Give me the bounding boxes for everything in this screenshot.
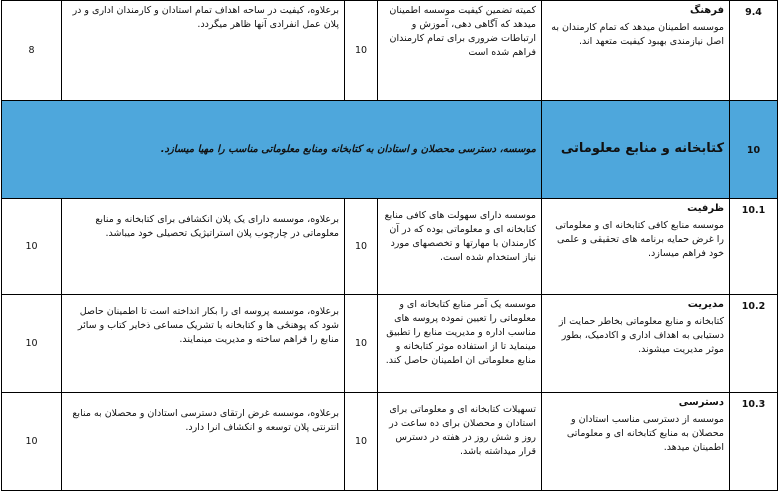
criterion-code: 10.2	[730, 295, 778, 393]
criterion-title: فرهنگ	[689, 5, 724, 16]
standards-table	[1, 0, 778, 491]
evidence-cell: برعلاوه، موسسه غرض ارتقای دسترسی استادان و محصلان به منابع انترنتی پلان توسعه و انکشاف انرا دارد.	[62, 393, 345, 491]
score-cell: 10	[2, 295, 62, 393]
criterion-description: موسسه اطمینان میدهد که تمام کارمندان به اصل نیازمندی بهبود کیفیت متعهد اند.	[551, 22, 724, 47]
criterion-title: ظرفیت	[687, 203, 724, 214]
score-cell: 10	[345, 1, 378, 101]
criterion-title: دسترسی	[678, 397, 724, 408]
table-row	[2, 295, 778, 393]
criterion-code: 10.1	[730, 199, 778, 295]
criterion-code: 9.4	[730, 1, 778, 101]
criterion-cell	[542, 199, 730, 295]
section-title: کتابخانه و منابع معلوماتی	[560, 141, 724, 156]
section-title-cell	[542, 101, 730, 199]
section-band	[2, 101, 778, 199]
criterion-description: موسسه از دسترسی مناسب استادان و محصلان به منابع کتابخانه ای و معلوماتی اطمینان میدهد.	[566, 414, 724, 453]
criterion-description: کتابخانه و منابع معلوماتی بخاطر حمایت از دستیابی به اهداف اداری و اکادمیک، بطور موثر مدیریت میشوند.	[558, 316, 724, 355]
section-text: موسسه، دسترسی محصلان و استادان به کتابخانه ومنابع معلوماتی مناسب را مهیا میسازد.	[160, 143, 536, 155]
table-row	[2, 393, 778, 491]
table-row	[2, 199, 778, 295]
score-cell: 10	[345, 199, 378, 295]
standard-cell: موسسه دارای سهولت های کافی منابع کتابخانه ای و معلوماتی بوده که در آن کارمندان با مهارتها و تخصصهای مورد نیاز استخدام شده است.	[378, 199, 542, 295]
table-row	[2, 1, 778, 101]
evidence-cell: برعلاوه، موسسه دارای یک پلان انکشافی برای کتابخانه و منابع معلوماتی در چارچوب پلان استراتیژیک تحصیلی خود میباشد.	[62, 199, 345, 295]
evidence-cell: برعلاوه، کیفیت در ساحه اهداف تمام استادان و کارمندان اداری و در پلان عمل انفرادی آنها ظاهر میگردد.	[62, 1, 345, 101]
score-cell: 10	[2, 199, 62, 295]
score-cell: 10	[345, 295, 378, 393]
criterion-description: موسسه منابع کافی کتابخانه ای و معلوماتی را غرض حمایه برنامه های تحقیقی و علمی خود فراهم میسازد.	[555, 220, 724, 259]
score-cell: 8	[2, 1, 62, 101]
section-code: 10	[730, 101, 778, 199]
evidence-cell: برعلاوه، موسسه پروسه ای را بکار انداخته است تا اطمینان حاصل شود که پوهنځی ها و کتابخانه با تشریک مساعی ذخایر کتاب و سائر منابع را فراهم ساخته و مدیریت مینمایند.	[62, 295, 345, 393]
standard-cell: تسهیلات کتابخانه ای و معلوماتی برای استادان و محصلان برای ده ساعت در روز و شش روز در هفته در دسترس قرار میداشته باشد.	[378, 393, 542, 491]
section-description	[2, 101, 542, 199]
criterion-code: 10.3	[730, 393, 778, 491]
standard-cell: موسسه یک آمر منابع کتابخانه ای و معلوماتی را تعیین نموده پروسه های مناسب اداره و مدیریت منابع را تطبیق مینماید تا از استفاده موثر کتابخانه و منابع معلوماتی ان اطمینان حاصل کند.	[378, 295, 542, 393]
score-cell: 10	[345, 393, 378, 491]
criterion-cell	[542, 1, 730, 101]
score-cell: 10	[2, 393, 62, 491]
criterion-cell	[542, 393, 730, 491]
criterion-cell	[542, 295, 730, 393]
standard-cell: کمیته تضمین کیفیت موسسه اطمینان میدهد که آگاهی دهی، آموزش و ارتباطات ضروری برای تمام کارمندان فراهم شده است	[378, 1, 542, 101]
criterion-title: مدیریت	[687, 299, 724, 310]
